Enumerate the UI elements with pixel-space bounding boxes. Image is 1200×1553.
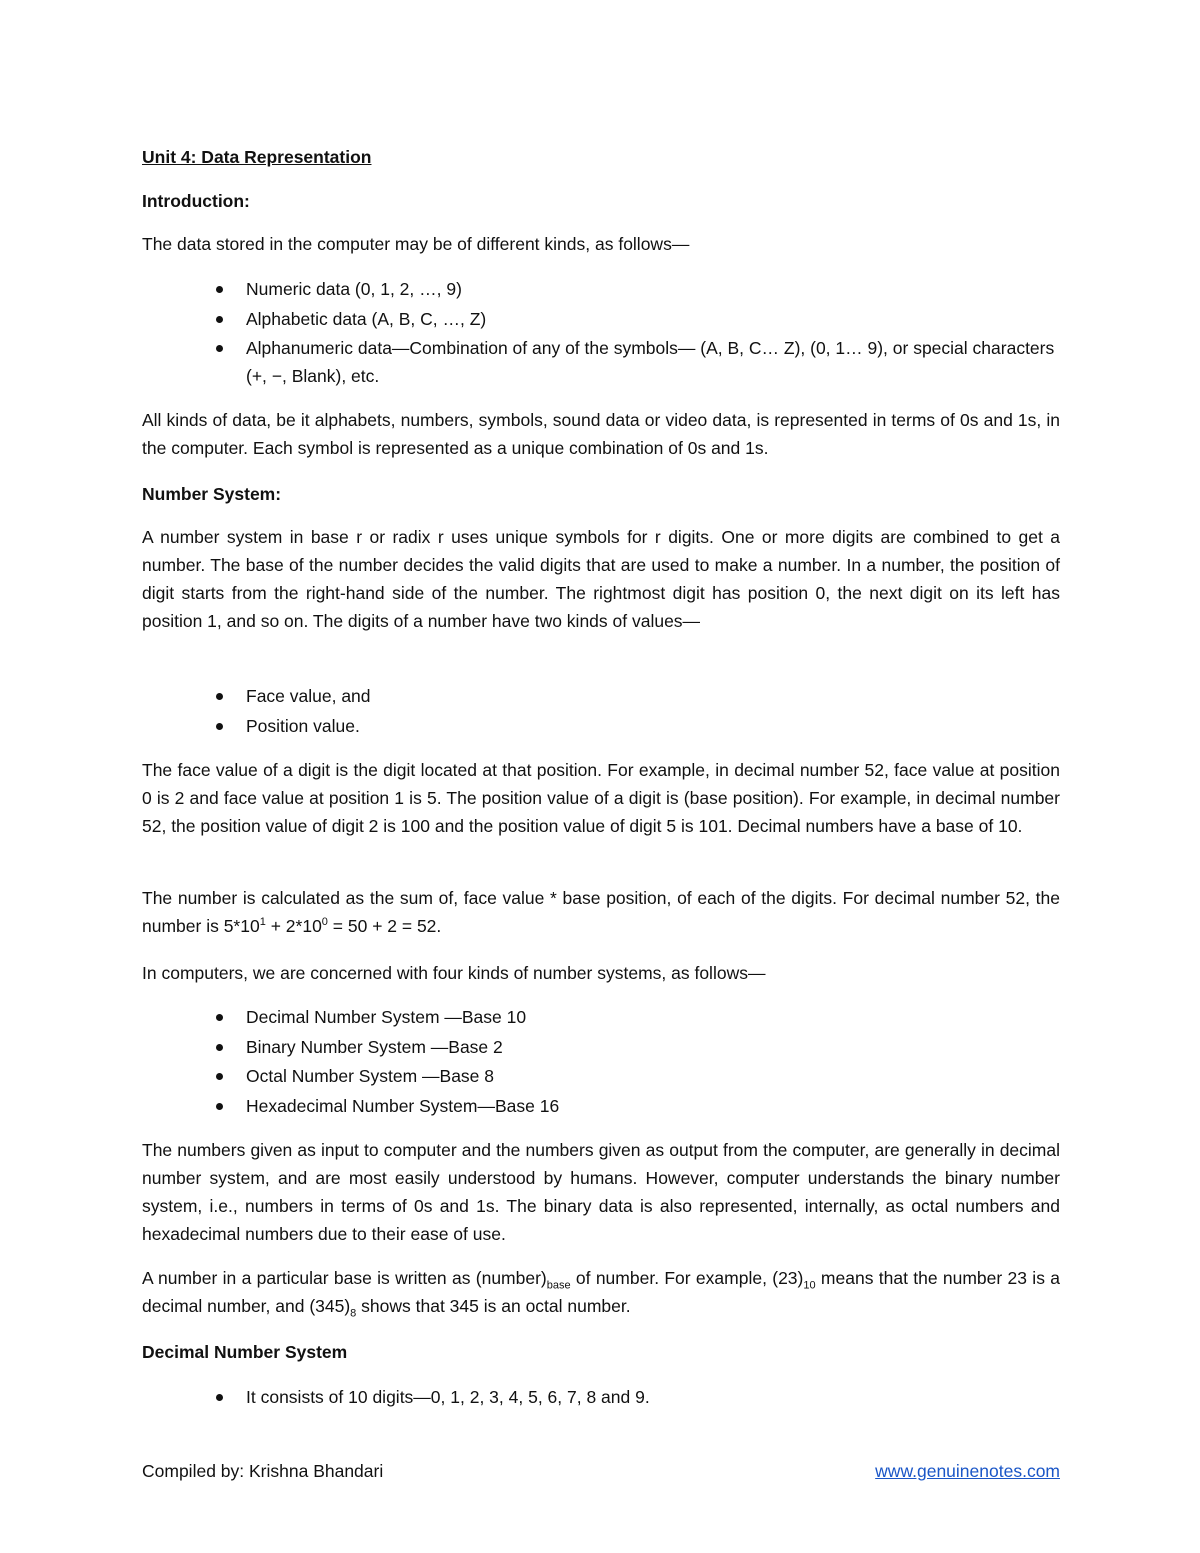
intro-heading: Introduction: [142, 191, 250, 211]
number-system-paragraph-1: A number system in base r or radix r uses unique symbols for r digits. One or more digits are combined to get a number. The base of the number decides the valid digits that are used to make a number. In a number, the position of digit starts from the right-hand side of the number. The rightmost digit has position 0, the next digit on its left has position 1, and so on. The digits of a number have two kinds of values— [142, 527, 1060, 631]
list-item: Binary Number System —Base 2 [142, 1033, 1060, 1063]
number-system-paragraph-2: The face value of a digit is the digit located at that position. For example, in decimal number 52, face value at position 0 is 2 and face value at position 1 is 5. The position value of a digit is (base position). For example, in decimal number 52, the position value of digit 2 is 100 and the position value of digit 5 is 101. Decimal numbers have a base of 10. [142, 760, 1060, 836]
intro-paragraph: All kinds of data, be it alphabets, numbers, symbols, sound data or video data, is represented in terms of 0s and 1s, in the computer. Each symbol is represented as a unique combination of 0s and 1s. [142, 410, 1060, 458]
number-system-paragraph-3: The number is calculated as the sum of, face value * base position, of each of the digits. For decimal number 52, the number is $5*10^1 + 2*10^0 = 50 + 2 = 52$. [142, 888, 1060, 936]
list-item: Decimal Number System —Base 10 [142, 1003, 1060, 1033]
list-item: Face value, and [142, 682, 1060, 712]
number-system-paragraph-5: A number in a particular base is written as $(number)_{base}$ of number. For example, $(23)_{10}$ means that the number 23 is a decimal number, and $(345)_8$ shows that 345 is an octal number. [142, 1268, 1060, 1320]
list-item: Numeric data (0, 1, 2, …, 9) [142, 275, 1060, 305]
value-kinds-list [142, 682, 1060, 741]
list-item: Octal Number System —Base 8 [142, 1062, 1060, 1092]
list-item: Position value. [142, 712, 1060, 742]
footer-compiled-by: Compiled by: Krishna Bhandari [142, 1461, 384, 1481]
footer-website-link[interactable]: www.genuinenotes.com [875, 1461, 1060, 1481]
page-title: Unit 4: Data Representation [142, 147, 372, 167]
list-item: Alphanumeric data—Combination of any of the symbols— (A, B, C… Z), (0, 1… 9), or special characters (+, −, Blank), etc. [142, 334, 1060, 390]
list-item: Alphabetic data (A, B, C, …, Z) [142, 305, 1060, 335]
number-kinds-lead: In computers, we are concerned with four kinds of number systems, as follows— [142, 963, 766, 983]
number-system-paragraph-4: The numbers given as input to computer and the numbers given as output from the computer, are generally in decimal number system, and are most easily understood by humans. However, computer understands the binary number system, i.e., numbers in terms of 0s and 1s. The binary data is also represented, internally, as octal numbers and hexadecimal numbers due to their ease of use. [142, 1140, 1060, 1244]
data-kinds-list [142, 275, 1060, 390]
list-item: Hexadecimal Number System—Base 16 [142, 1092, 1060, 1122]
decimal-digits-list [142, 1383, 1060, 1413]
number-system-heading: Number System: [142, 484, 282, 504]
list-item: It consists of 10 digits—0, 1, 2, 3, 4, 5, 6, 7, 8 and 9. [142, 1383, 1060, 1413]
intro-lead: The data stored in the computer may be of different kinds, as follows— [142, 234, 690, 254]
number-systems-list [142, 1003, 1060, 1121]
decimal-system-heading: Decimal Number System [142, 1342, 348, 1362]
